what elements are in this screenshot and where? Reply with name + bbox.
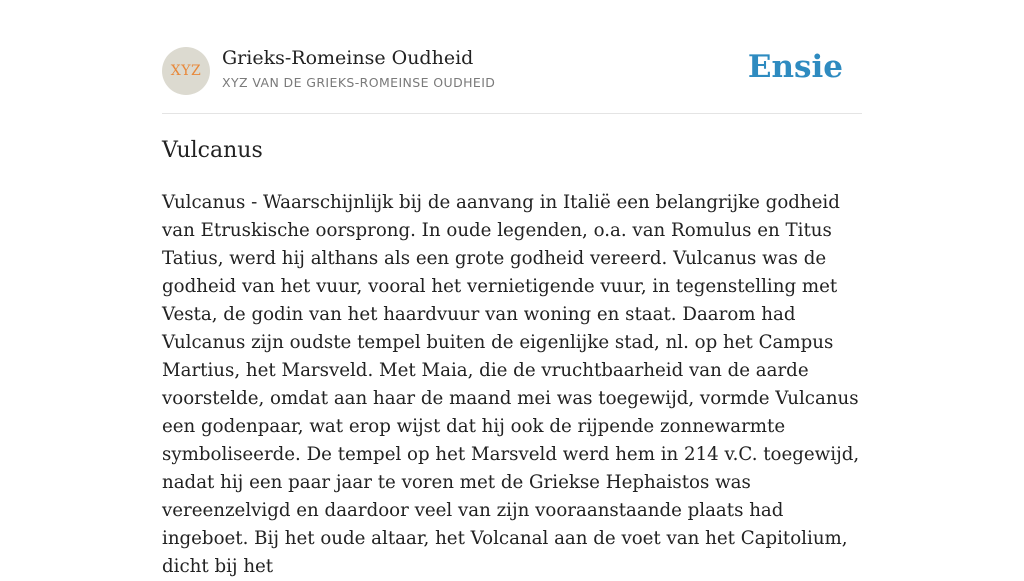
brand-logo[interactable]: Ensie — [747, 49, 843, 85]
header-divider — [162, 113, 862, 114]
source-subtitle: XYZ VAN DE GRIEKS-ROMEINSE OUDHEID — [222, 75, 496, 90]
source-avatar[interactable]: XYZ — [162, 47, 210, 95]
article-body: Vulcanus - Waarschijnlijk bij de aanvang in Italië een belangrijke godheid van Etruskische oorsprong. In oude legenden, o.a. van Romulus en Titus Tatius, werd hij althans als een grote godheid vereerd. Vulcanus was de godheid van het vuur, vooral het vernietigende vuur, in tegenstelling met Vesta, de godin van het haardvuur van woning en staat. Daarom had Vulcanus zijn oudste tempel buiten de eigenlijke stad, nl. op het Campus Martius, het Marsveld. Met Maia, die de vruchtbaarheid van de aarde voorstelde, omdat aan haar de maand mei was toegewijd, vormde Vulcanus een godenpaar, wat erop wijst dat hij ook de rijpende zonnewarmte symboliseerde. De tempel op het Marsveld werd hem in 214 v.C. toegewijd, nadat hij een paar jaar te voren met de Griekse Hephaistos was vereenzelvigd en daardoor veel van zijn vooraanstaande plaats had ingeboet. Bij het oude altaar, het Volcanal aan de voet van het Capitolium, dicht bij het — [162, 192, 860, 577]
article-title: Vulcanus — [162, 138, 263, 163]
source-name[interactable]: Grieks-Romeinse Oudheid — [222, 47, 474, 69]
source-header — [162, 46, 862, 96]
